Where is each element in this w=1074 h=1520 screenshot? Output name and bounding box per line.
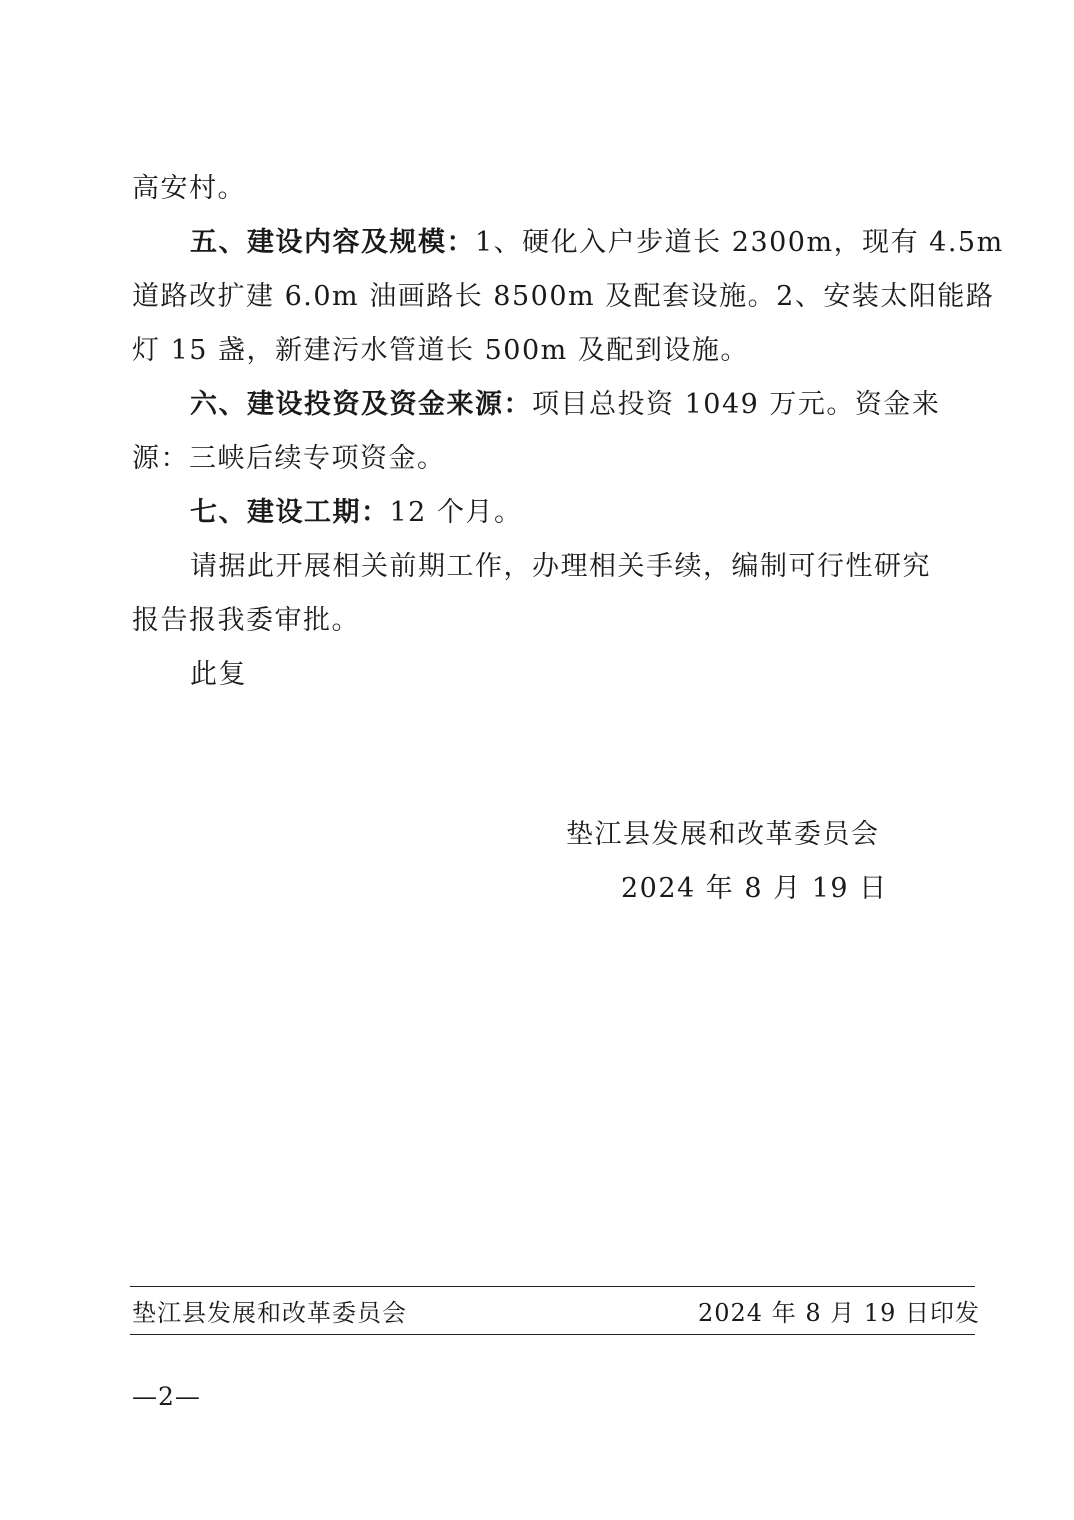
section-6-heading: 六、建设投资及资金来源：	[190, 389, 532, 420]
section-5-line-3: 灯 15 盏，新建污水管道长 500m 及配到设施。	[132, 335, 749, 366]
section-5-first-line	[190, 226, 1004, 260]
closing-text: 此复	[190, 659, 247, 690]
section-7-heading: 七、建设工期：	[190, 497, 390, 528]
section-5-heading: 五、建设内容及规模：	[190, 227, 475, 258]
footer-top-rule	[130, 1286, 975, 1287]
request-line-2: 报告报我委审批。	[132, 605, 360, 636]
request-line-1: 请据此开展相关前期工作，办理相关手续，编制可行性研究	[190, 551, 931, 582]
section-6-text: 项目总投资 1049 万元。资金来	[532, 389, 941, 420]
footer-org: 垫江县发展和改革委员会	[132, 1299, 407, 1327]
section-6-line-2: 源：三峡后续专项资金。	[132, 443, 446, 474]
footer-issued-date: 2024 年 8 月 19 日印发	[698, 1299, 981, 1327]
page-number: —2—	[132, 1382, 201, 1411]
section-6-first-line	[190, 388, 941, 422]
footer-bottom-rule	[130, 1334, 975, 1335]
section-5-line-2: 道路改扩建 6.0m 油画路长 8500m 及配套设施。2、安装太阳能路	[132, 281, 995, 312]
signature-org: 垫江县发展和改革委员会	[566, 819, 880, 850]
section-7-text: 12 个月。	[389, 497, 523, 528]
body-line: 高安村。	[132, 173, 246, 204]
signature-date: 2024 年 8 月 19 日	[621, 873, 888, 904]
section-7-line	[190, 496, 522, 530]
section-5-text: 1、硬化入户步道长 2300m，现有 4.5m	[475, 227, 1004, 258]
